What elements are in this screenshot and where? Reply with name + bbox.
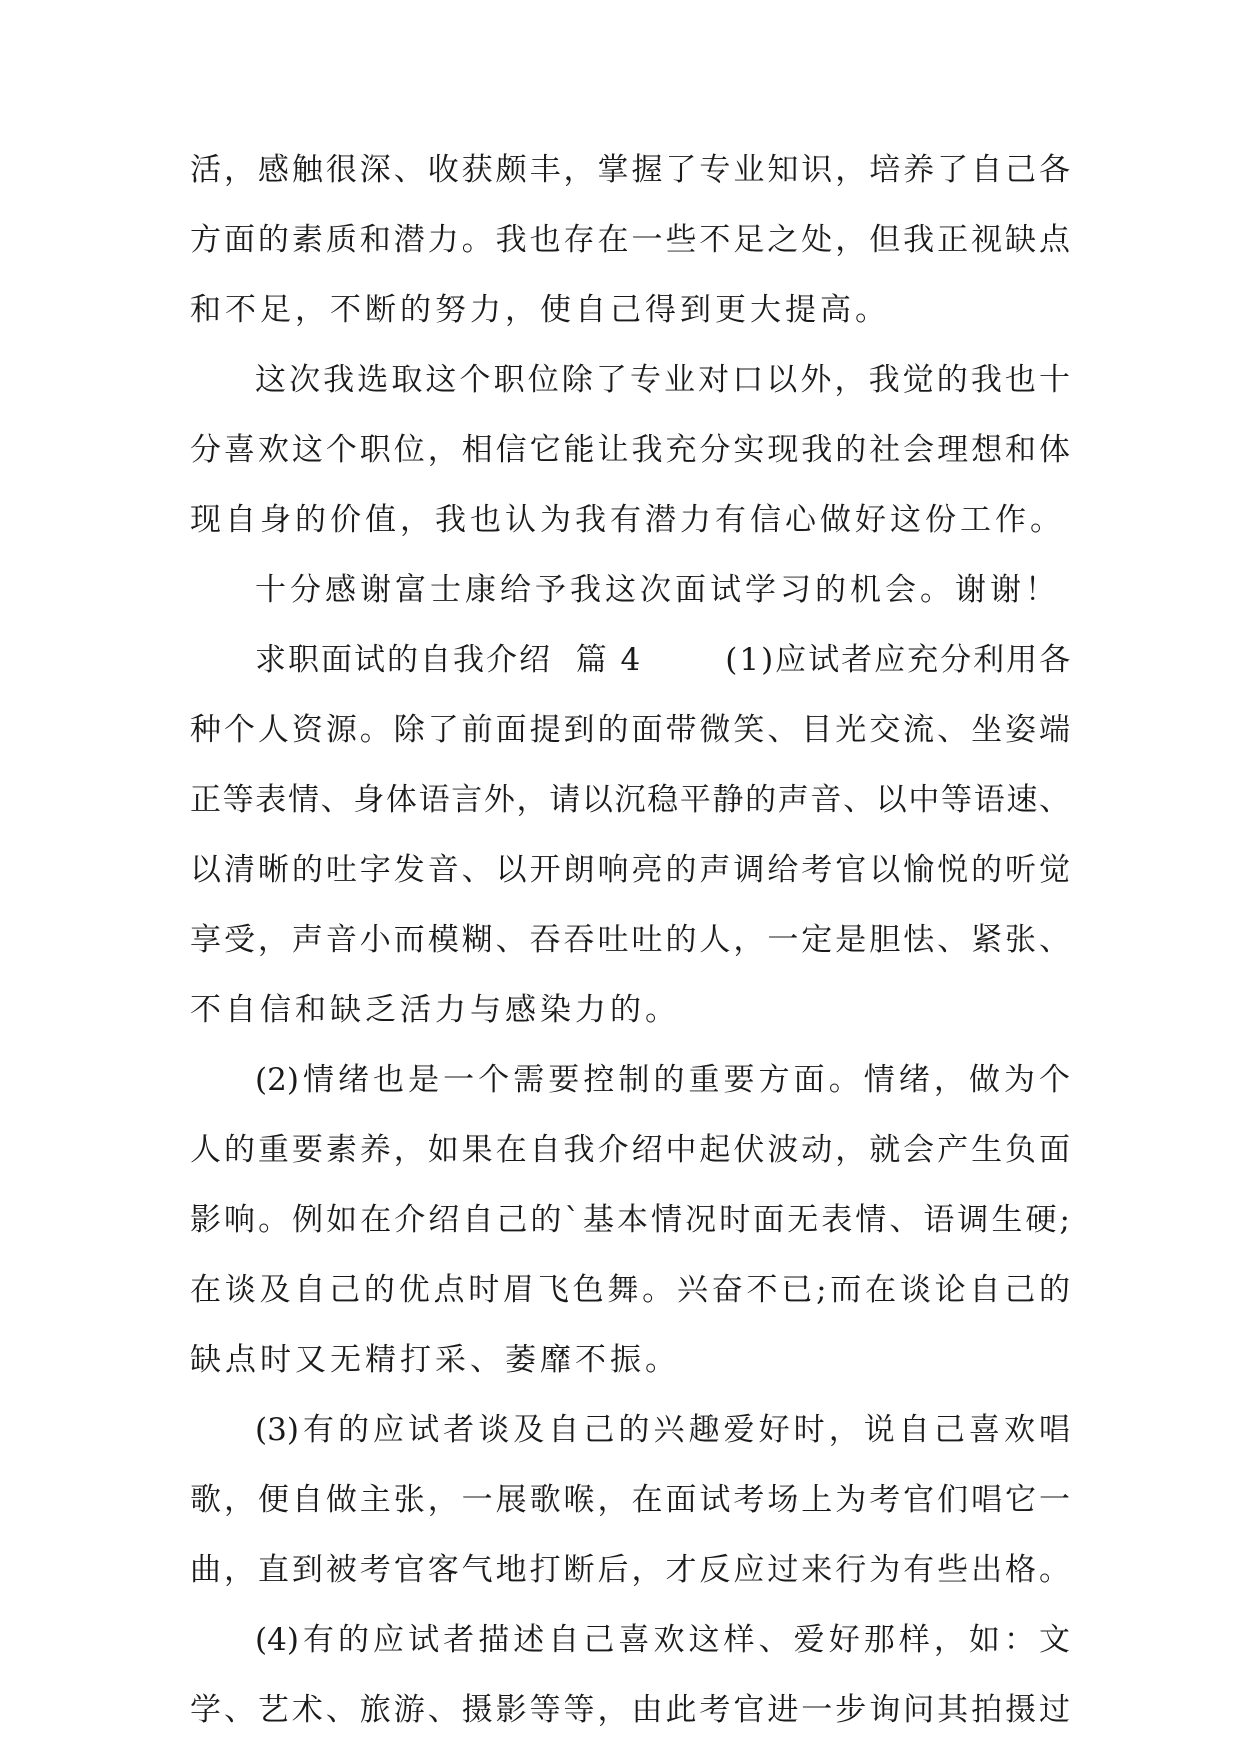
text-line: 在谈及自己的优点时眉飞色舞。兴奋不已;而在谈论自己的 [190,1272,1070,1308]
text-line: 不自信和缺乏活力与感染力的。 [190,992,680,1028]
text-line: 享受，声音小而模糊、吞吞吐吐的人，一定是胆怯、紧张、 [190,922,1070,958]
text-line: 十分感谢富士康给予我这次面试学习的机会。谢谢！ [255,572,1060,608]
text-line: 人的重要素养，如果在自我介绍中起伏波动，就会产生负面 [190,1132,1070,1168]
text-line: 歌，便自做主张，一展歌喉，在面试考场上为考官们唱它一 [190,1482,1070,1518]
text-line: 种个人资源。除了前面提到的面带微笑、目光交流、坐姿端 [190,712,1070,748]
text-line: 方面的素质和潜力。我也存在一些不足之处，但我正视缺点 [190,222,1070,258]
text-line: 学、艺术、旅游、摄影等等，由此考官进一步询问其拍摄过 [190,1692,1070,1728]
text-line: 分喜欢这个职位，相信它能让我充分实现我的社会理想和体 [190,432,1070,468]
text-line: 和不足，不断的努力，使自己得到更大提高。 [190,292,890,328]
text-line: 缺点时又无精打采、萎靡不振。 [190,1342,680,1378]
text-line: (3)有的应试者谈及自己的兴趣爱好时，说自己喜欢唱 [255,1412,1070,1448]
text-line: 这次我选取这个职位除了专业对口以外，我觉的我也十 [255,362,1070,398]
text-line: (2)情绪也是一个需要控制的重要方面。情绪，做为个 [255,1062,1070,1098]
text-line: (4)有的应试者描述自己喜欢这样、爱好那样，如：文 [255,1622,1070,1658]
text-line: 影响。例如在介绍自己的`基本情况时面无表情、语调生硬; [190,1202,1070,1238]
text-line: 活，感触很深、收获颇丰，掌握了专业知识，培养了自己各 [190,152,1070,188]
text-line: 曲，直到被考官客气地打断后，才反应过来行为有些出格。 [190,1552,1070,1588]
text-line: 求职面试的自我介绍 篇 4 (1)应试者应充分利用各 [255,642,1073,678]
text-line: 正等表情、身体语言外，请以沉稳平静的声音、以中等语速、 [190,782,1070,818]
text-line: 以清晰的吐字发音、以开朗响亮的声调给考官以愉悦的听觉 [190,852,1070,888]
text-line: 现自身的价值，我也认为我有潜力有信心做好这份工作。 [190,502,1065,538]
